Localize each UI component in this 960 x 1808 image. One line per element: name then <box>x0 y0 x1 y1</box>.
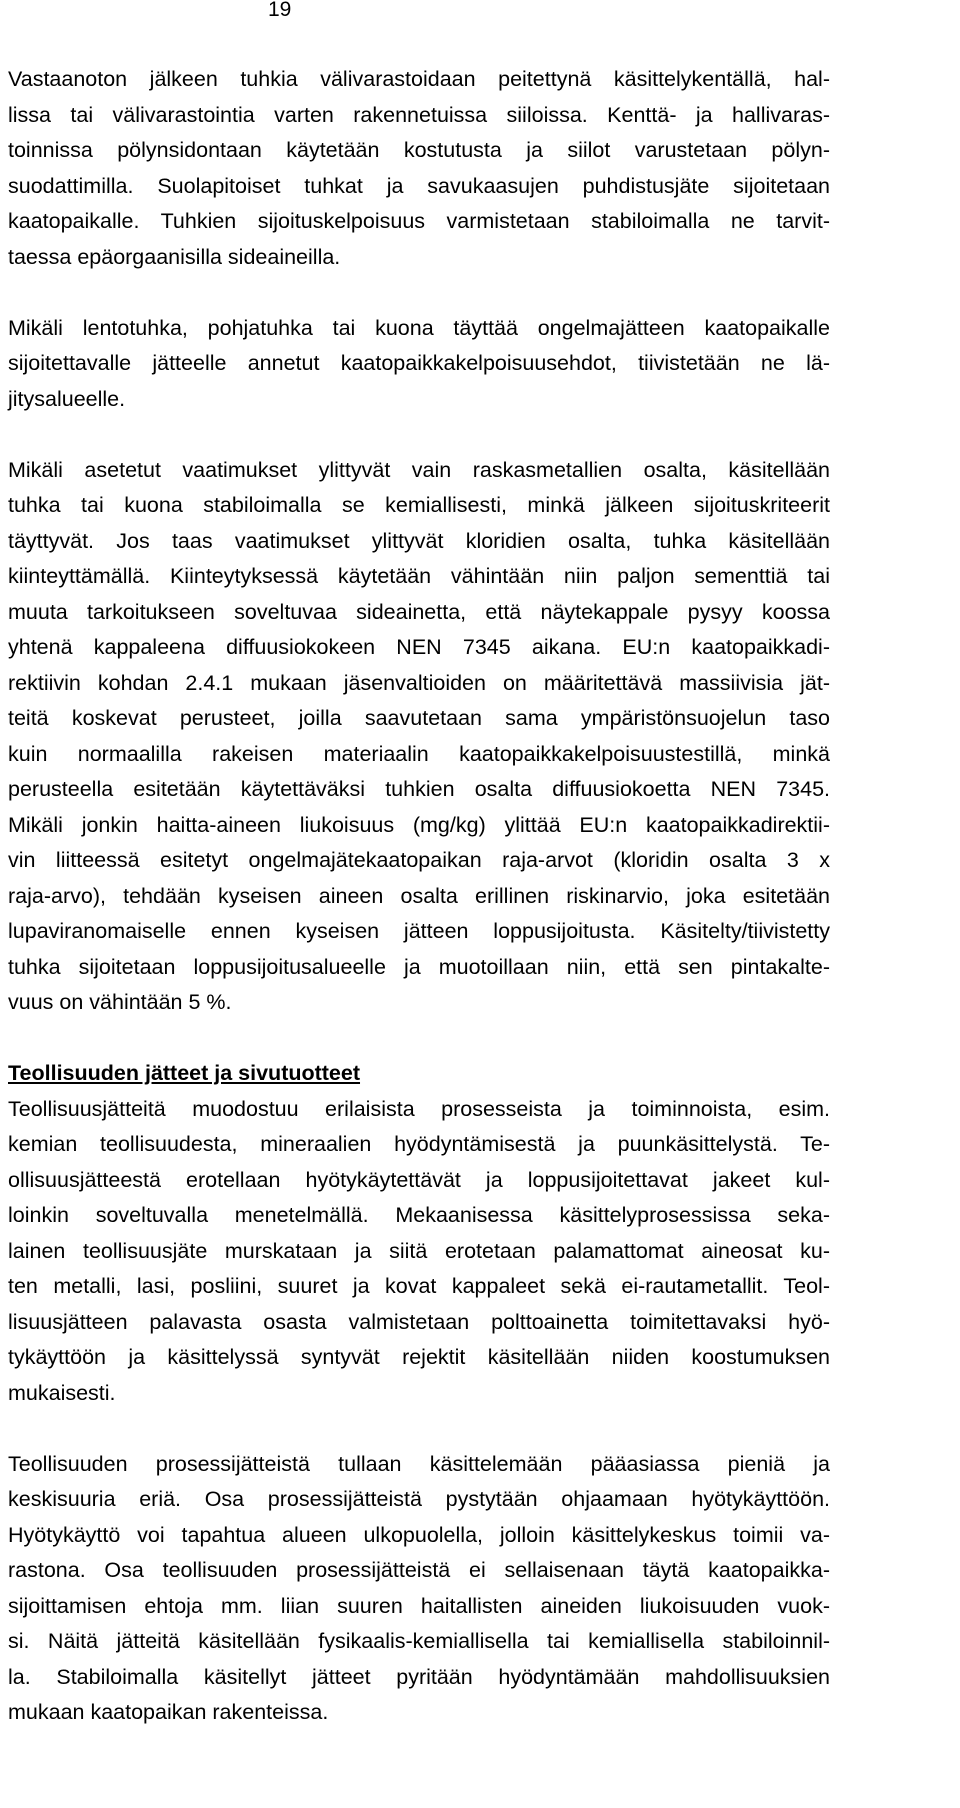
paragraph-fly-ash <box>8 311 830 418</box>
text-line: tykäyttöön ja käsittelyssä syntyvät rejektit käsitellään niiden koostumuksen <box>8 1345 830 1369</box>
text-line: suodattimilla. Suolapitoiset tuhkat ja savukaasujen puhdistusjäte sijoitetaan <box>8 173 830 198</box>
text-line: jitysalueelle. <box>8 386 126 411</box>
paragraph-process-waste <box>8 1447 830 1731</box>
paragraph-industrial-waste <box>8 1092 830 1412</box>
text-line: kemian teollisuudesta, mineraalien hyödyntämisestä ja puunkäsittelystä. Te- <box>8 1132 830 1156</box>
text-line: ten metalli, lasi, posliini, suuret ja kovat kappaleet sekä ei-rautametallit. Teol- <box>8 1274 830 1298</box>
text-line: ollisuusjätteestä erotellaan hyötykäytettävät ja loppusijoitettavat jakeet kul- <box>8 1167 830 1192</box>
text-line: tuhka sijoitetaan loppusijoitusalueelle ja muotoillaan niin, että sen pintakalte- <box>8 954 830 979</box>
text-line: lissa tai välivarastointia varten rakennetuissa siiloissa. Kenttä- ja hallivaras- <box>8 102 830 127</box>
paragraph-gap <box>8 1021 830 1057</box>
text-line: muuta tarkoitukseen soveltuvaa sideainetta, että näytekappale pysyy koossa <box>8 599 830 624</box>
text-line: sijoittamisen ehtoja mm. liian suuren haitallisten aineiden liukoisuuden vuok- <box>8 1593 830 1618</box>
text-line: toinnissa pölynsidontaan käytetään kostutusta ja siilot varustetaan pölyn- <box>8 138 830 162</box>
text-line: loinkin soveltuvalla menetelmällä. Mekaanisessa käsittelyprosessissa seka- <box>8 1203 830 1227</box>
text-line: la. Stabiloimalla käsitellyt jätteet pyritään hyödyntämään mahdollisuuksien <box>8 1664 830 1689</box>
page-number: 19 <box>268 0 292 21</box>
text-line: Mikäli jonkin haitta-aineen liukoisuus (mg/kg) ylittää EU:n kaatopaikkadirektii- <box>8 812 830 837</box>
paragraph-ash-storage <box>8 62 830 275</box>
paragraph-gap <box>8 417 830 453</box>
text-line: Hyötykäyttö voi tapahtua alueen ulkopuolella, jolloin käsittelykeskus toimii va- <box>8 1522 830 1547</box>
text-line: Mikäli asetetut vaatimukset ylittyvät vain raskasmetallien osalta, käsitellään <box>8 457 830 482</box>
text-line: rektiivin kohdan 2.4.1 mukaan jäsenvaltioiden on määritettävä massiivisia jät- <box>8 670 830 695</box>
text-line: lainen teollisuusjäte murskataan ja siitä erotetaan palamattomat aineosat ku- <box>8 1238 830 1263</box>
text-line: taessa epäorgaanisilla sideaineilla. <box>8 244 341 269</box>
text-line: teitä koskevat perusteet, joilla saavutetaan sama ympäristönsuojelun taso <box>8 706 830 730</box>
text-line: mukaisesti. <box>8 1380 116 1405</box>
text-line: lupaviranomaiselle ennen kyseisen jätteen loppusijoitusta. Käsitelty/tiivistetty <box>8 919 830 943</box>
text-line: lisuusjätteen palavasta osasta valmistetaan polttoainetta toimitettavaksi hyö- <box>8 1309 830 1334</box>
text-line: raja-arvo), tehdään kyseisen aineen osalta erillinen riskinarvio, joka esitetään <box>8 883 830 908</box>
text-line: vin liitteessä esitetyt ongelmajätekaatopaikan raja-arvot (kloridin osalta 3 x <box>8 848 830 872</box>
text-line: tuhka tai kuona stabiloimalla se kemiallisesti, minkä jälkeen sijoituskriteerit <box>8 493 830 517</box>
text-line: si. Näitä jätteitä käsitellään fysikaalis-kemiallisella tai kemiallisella stabiloinnil- <box>8 1629 830 1653</box>
paragraph-gap <box>8 1411 830 1447</box>
text-line: kaatopaikalle. Tuhkien sijoituskelpoisuus varmistetaan stabiloimalla ne tarvit- <box>8 209 830 233</box>
text-line: täyttyvät. Jos taas vaatimukset ylittyvät kloridien osalta, tuhka käsitellään <box>8 528 830 553</box>
text-line: Mikäli lentotuhka, pohjatuhka tai kuona täyttää ongelmajätteen kaatopaikalle <box>8 315 830 340</box>
text-line: yhtenä kappaleena diffuusiokokeen NEN 7345 aikana. EU:n kaatopaikkadi- <box>8 635 830 659</box>
text-line: mukaan kaatopaikan rakenteissa. <box>8 1700 329 1724</box>
text-line: Teollisuuden prosessijätteistä tullaan käsittelemään pääasiassa pieniä ja <box>8 1451 830 1476</box>
text-line: kiinteyttämällä. Kiinteytyksessä käytetään vähintään niin paljon sementtiä tai <box>8 564 830 588</box>
text-line: rastona. Osa teollisuuden prosessijätteistä ei sellaisenaan täytä kaatopaikka- <box>8 1558 830 1582</box>
text-line: vuus on vähintään 5 %. <box>8 990 232 1014</box>
text-line: sijoitettavalle jätteelle annetut kaatopaikkakelpoisuusehdot, tiivistetään ne lä- <box>8 351 830 375</box>
section-heading: Teollisuuden jätteet ja sivutuotteet <box>8 1061 361 1085</box>
text-line: kuin normaalilla rakeisen materiaalin kaatopaikkakelpoisuustestillä, minkä <box>8 741 830 766</box>
text-line: perusteella esitetään käytettäväksi tuhkien osalta diffuusiokoetta NEN 7345. <box>8 777 830 801</box>
text-line: Vastaanoton jälkeen tuhkia välivarastoidaan peitettynä käsittelykentällä, hal- <box>8 67 830 91</box>
paragraph-requirements <box>8 453 830 1021</box>
paragraph-gap <box>8 275 830 311</box>
document-body <box>8 62 830 1731</box>
text-line: keskisuuria eriä. Osa prosessijätteistä pystytään ohjaamaan hyötykäyttöön. <box>8 1487 830 1511</box>
text-line: Teollisuusjätteitä muodostuu erilaisista prosesseista ja toiminnoista, esim. <box>8 1096 830 1121</box>
